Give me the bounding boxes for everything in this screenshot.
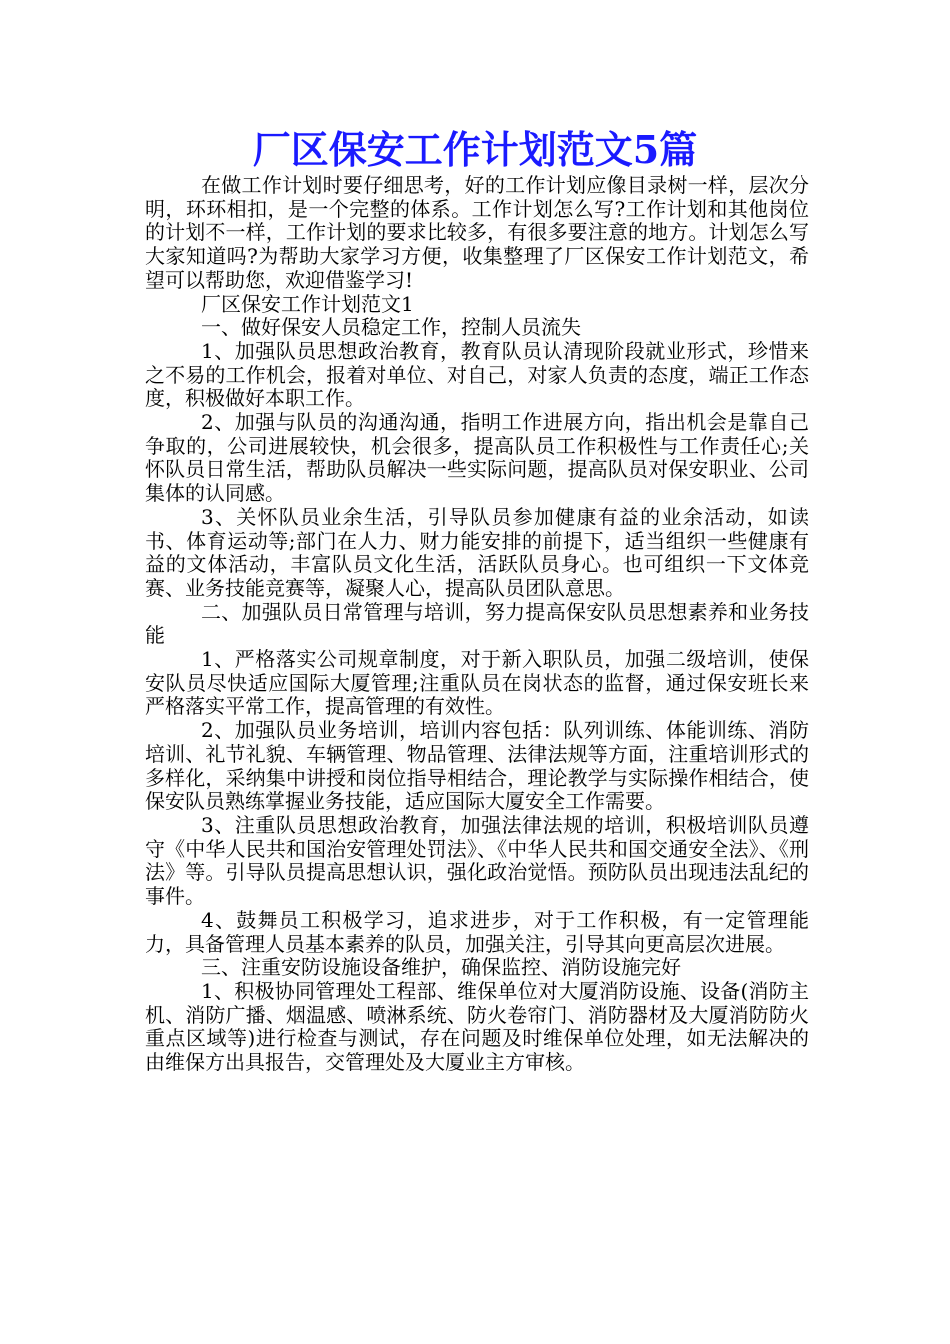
paragraph: 3、关怀队员业余生活，引导队员参加健康有益的业余活动，如读书、体育运动等;部门在人力、财力能安排的前提下，适当组织一些健康有益的文体活动，丰富队员文化生活，活跃队员身心。也可组织一下文体竞赛、业务技能竞赛等，凝聚人心，提高队员团队意思。 (145, 504, 809, 600)
paragraph-intro: 在做工作计划时要仔细思考，好的工作计划应像目录树一样，层次分明，环环相扣，是一个完整的体系。工作计划怎么写?工作计划和其他岗位的计划不一样，工作计划的要求比较多，有很多要注意的地方。计划怎么写大家知道吗?为帮助大家学习方便，收集整理了厂区保安工作计划范文，希望可以帮助您，欢迎借鉴学习! (145, 173, 809, 292)
paragraph-subtitle: 厂区保安工作计划范文1 (201, 291, 414, 316)
document-title: 厂区保安工作计划范文5篇 (252, 127, 698, 172)
paragraph: 1、积极协同管理处工程部、维保单位对大厦消防设施、设备(消防主机、消防广播、烟温感、喷淋系统、防火卷帘门、消防器材及大厦消防防火重点区域等)进行检查与测试，存在问题及时维保单位处理，如无法解决的由维保方出具报告，交管理处及大厦业主方审核。 (145, 978, 809, 1075)
section-heading-3: 三、注重安防设施设备维护，确保监控、消防设施完好 (201, 955, 681, 980)
paragraph: 1、严格落实公司规章制度，对于新入职队员，加强二级培训，使保安队员尽快适应国际大厦管理;注重队员在岗状态的监督，通过保安班长来严格落实平常工作，提高管理的有效性。 (145, 647, 809, 719)
document-body (145, 174, 809, 1075)
paragraph: 2、加强队员业务培训，培训内容包括：队列训练、体能训练、消防培训、礼节礼貌、车辆管理、物品管理、法律法规等方面，注重培训形式的多样化，采纳集中讲授和岗位指导相结合，理论教学与实际操作相结合，使保安队员熟练掌握业务技能，适应国际大厦安全工作需要。 (145, 718, 809, 814)
section-heading-2: 二、加强队员日常管理与培训，努力提高保安队员思想素养和业务技能 (145, 599, 809, 648)
section-heading-1: 一、做好保安人员稳定工作，控制人员流失 (201, 315, 581, 340)
paragraph: 4、鼓舞员工积极学习，追求进步，对于工作积极，有一定管理能力，具备管理人员基本素养的队员，加强关注，引导其向更高层次进展。 (145, 907, 809, 956)
paragraph: 1、加强队员思想政治教育，教育队员认清现阶段就业形式，珍惜来之不易的工作机会，报着对单位、对自己，对家人负责的态度，端正工作态度，积极做好本职工作。 (145, 338, 809, 411)
paragraph: 3、注重队员思想政治教育，加强法律法规的培训，积极培训队员遵守《中华人民共和国治安管理处罚法》、《中华人民共和国交通安全法》、《刑法》等。引导队员提高思想认识，强化政治觉悟。预防队员出现违法乱纪的事件。 (145, 812, 809, 909)
paragraph: 2、加强与队员的沟通沟通，指明工作进展方向，指出机会是靠自己争取的，公司进展较快，机会很多，提高队员工作积极性与工作责任心;关怀队员日常生活，帮助队员解决一些实际问题，提高队员对保安职业、公司集体的认同感。 (145, 410, 809, 506)
